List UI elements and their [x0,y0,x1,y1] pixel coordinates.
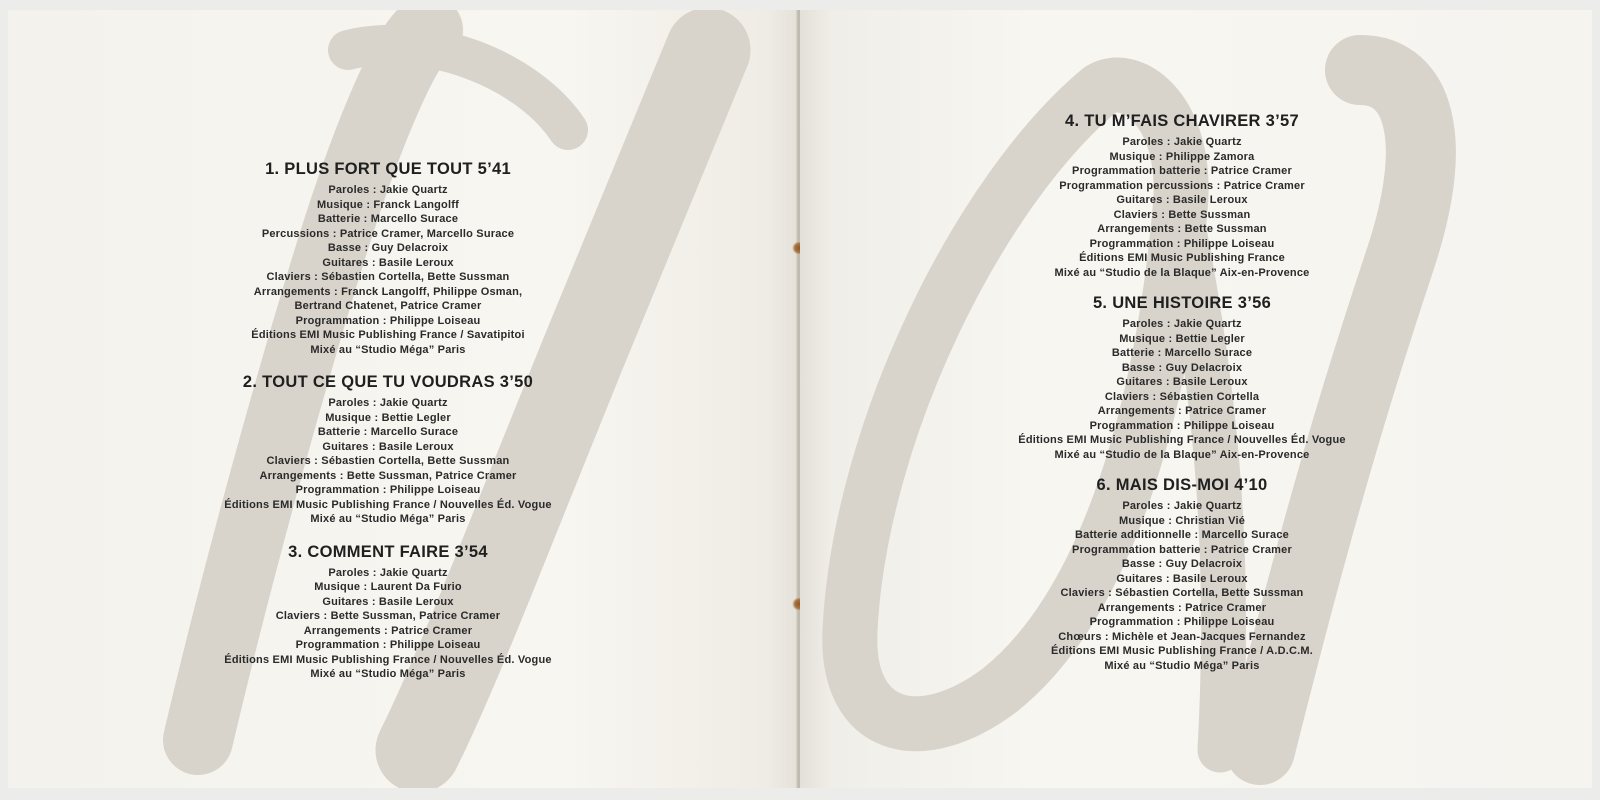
credit-line: Musique : Bettie Legler [1119,332,1245,345]
credit-line: Guitares : Basile Leroux [1116,572,1248,585]
credit-line: Éditions EMI Music Publishing France / Nouvelles Éd. Vogue [224,498,552,511]
credit-line: Éditions EMI Music Publishing France [1079,252,1285,264]
credit-line: Claviers : Bette Sussman, Patrice Cramer [275,610,501,622]
track-title: 6. MAIS DIS-MOI 4’10 [1096,476,1268,494]
credit-line: Percussions : Patrice Cramer, Marcello Surace [261,227,515,240]
credit-line: Mixé au “Studio Méga” Paris [310,513,466,525]
credit-line: Basse : Guy Delacroix [327,242,449,254]
cd-booklet-spread [8,10,1592,788]
track-title: 5. UNE HISTOIRE 3’56 [1092,294,1272,312]
credit-line: Programmation : Philippe Loiseau [295,314,481,327]
credit-line: Programmation batterie : Patrice Cramer [1072,543,1292,556]
credit-line: Arrangements : Patrice Cramer [1097,601,1267,614]
track-block [962,110,1402,280]
track-block [962,292,1402,462]
credit-line: Programmation : Philippe Loiseau [295,639,481,651]
credit-line: Claviers : Sébastien Cortella, Bette Sussman [266,455,510,467]
right-track-list [962,110,1402,685]
credit-line: Batterie : Marcello Surace [317,213,459,225]
credit-line: Guitares : Basile Leroux [1116,376,1248,388]
credit-line: Éditions EMI Music Publishing France / A.D.C.M. [1050,645,1313,657]
credit-line: Arrangements : Bette Sussman, Patrice Cramer [259,469,517,482]
credit-line: Mixé au “Studio de la Blaque” Aix-en-Provence [1054,448,1310,461]
credit-line: Claviers : Sébastien Cortella [1104,390,1260,403]
credit-line: Arrangements : Patrice Cramer [1097,405,1267,417]
left-page [8,10,798,788]
track-title: 4. TU M’FAIS CHAVIRER 3’57 [1065,112,1299,130]
credit-line: Programmation percussions : Patrice Cramer [1059,179,1305,192]
credit-line: Paroles : Jakie Quartz [328,184,448,196]
credit-line: Programmation : Philippe Loiseau [295,484,481,496]
credit-line: Guitares : Basile Leroux [322,440,454,453]
credit-line: Mixé au “Studio Méga” Paris [1104,659,1260,672]
credit-line: Éditions EMI Music Publishing France / Nouvelles Éd. Vogue [224,653,552,666]
credit-line: Claviers : Sébastien Cortella, Bette Sussman [1060,587,1304,599]
credit-line: Paroles : Jakie Quartz [328,397,448,409]
credit-line: Éditions EMI Music Publishing France / Nouvelles Éd. Vogue [1018,434,1346,446]
credit-line: Basse : Guy Delacroix [1121,361,1243,374]
credit-line: Programmation : Philippe Loiseau [1089,237,1275,250]
credit-line: Paroles : Jakie Quartz [1122,500,1242,512]
credit-line: Paroles : Jakie Quartz [1122,318,1242,330]
left-track-list [178,158,598,696]
track-title: 1. PLUS FORT QUE TOUT 5’41 [265,160,511,178]
credit-line: Claviers : Bette Sussman [1113,208,1251,221]
credit-line: Programmation : Philippe Loiseau [1089,419,1275,432]
credit-line: Paroles : Jakie Quartz [1122,136,1242,148]
track-block [178,158,598,357]
credit-line: Mixé au “Studio Méga” Paris [310,343,466,356]
credit-line: Mixé au “Studio Méga” Paris [310,668,466,680]
track-title: 2. TOUT CE QUE TU VOUDRAS 3’50 [242,373,534,391]
credit-line: Chœurs : Michèle et Jean-Jacques Fernandez [1058,630,1306,643]
credit-line: Arrangements : Patrice Cramer [303,624,473,637]
track-block [178,371,598,527]
credit-line: Basse : Guy Delacroix [1121,558,1243,570]
credit-line: Musique : Franck Langolff [317,198,459,211]
credit-line: Bertrand Chatenet, Patrice Cramer [294,300,482,312]
credit-line: Guitares : Basile Leroux [322,595,454,608]
credit-line: Éditions EMI Music Publishing France / Savatipitoi [251,329,525,341]
credit-line: Arrangements : Franck Langolff, Philippe Osman, [253,285,523,298]
credit-line: Musique : Laurent Da Furio [314,581,462,593]
right-page [800,10,1592,788]
credit-line: Paroles : Jakie Quartz [328,566,448,579]
credit-line: Mixé au “Studio de la Blaque” Aix-en-Provence [1054,266,1310,279]
credit-line: Programmation batterie : Patrice Cramer [1072,165,1292,177]
credit-line: Guitares : Basile Leroux [1116,194,1248,206]
credit-line: Programmation : Philippe Loiseau [1089,616,1275,628]
credit-line: Musique : Bettie Legler [325,411,451,424]
credit-line: Guitares : Basile Leroux [322,256,454,269]
credit-line: Batterie : Marcello Surace [1111,347,1253,359]
track-block [962,474,1402,673]
credit-line: Musique : Christian Vié [1118,514,1246,527]
credit-line: Arrangements : Bette Sussman [1097,223,1267,235]
credit-line: Batterie additionnelle : Marcello Surace [1074,529,1289,541]
credit-line: Batterie : Marcello Surace [317,426,459,438]
credit-line: Musique : Philippe Zamora [1109,150,1255,163]
track-block [178,541,598,682]
track-title: 3. COMMENT FAIRE 3’54 [288,542,488,561]
credit-line: Claviers : Sébastien Cortella, Bette Sussman [266,271,510,283]
